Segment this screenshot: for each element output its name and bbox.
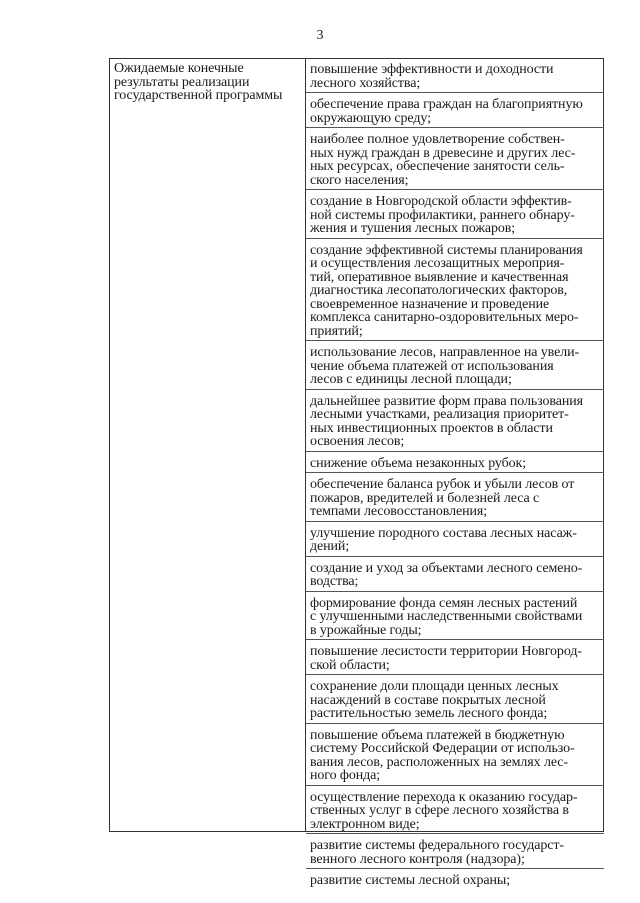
result-item xyxy=(306,239,604,342)
result-text: использование лесов, направленное на увели- чение объема платежей от использования лесов с единицы лесной площади; xyxy=(310,345,580,387)
result-text: наиболее полное удовлетворение собствен- ных нужд граждан в древесине и других лес- ных ресурсах, обеспечение занятости сель- ского населения; xyxy=(310,132,576,188)
result-text: создание эффективной системы планирования и осуществления лесозащитных мероприя- тий, оперативное выявление и качественная диагностика лесопатологических факторов, своевременное назначение и проведение комплекса санитарно-оздоровительных меро- приятий; xyxy=(310,242,583,339)
result-item xyxy=(306,190,604,239)
results-list xyxy=(306,58,604,890)
result-item xyxy=(306,58,604,93)
result-text: создание в Новгородской области эффектив- ной системы профилактики, раннего обнару- жения и тушения лесных пожаров; xyxy=(310,194,575,236)
result-item xyxy=(306,557,604,592)
result-text: снижение объема незаконных рубок; xyxy=(310,455,527,471)
result-item xyxy=(306,341,604,390)
result-text: повышение лесистости территории Новгород- ской области; xyxy=(310,644,582,673)
result-item xyxy=(306,834,604,869)
result-text: создание и уход за объектами лесного семено- водства; xyxy=(310,560,583,589)
result-item xyxy=(306,786,604,835)
result-text: развитие системы лесной охраны; xyxy=(310,873,510,888)
result-item xyxy=(306,592,604,641)
result-item xyxy=(306,93,604,128)
result-text: повышение объема платежей в бюджетную систему Российской Федерации от использо- вания лесов, расположенных на землях лес- ного фонда; xyxy=(310,727,575,783)
result-text: улучшение породного состава лесных насаж- дений; xyxy=(310,525,577,554)
result-text: развитие системы федерального государст- венного лесного контроля (надзора); xyxy=(310,838,564,867)
result-item xyxy=(306,724,604,786)
page-number: 3 xyxy=(316,28,324,43)
result-item xyxy=(306,452,604,474)
result-text: обеспечение баланса рубок и убыли лесов от пожаров, вредителей и болезней леса с темпами лесовосстановления; xyxy=(310,477,575,519)
result-text: формирование фонда семян лесных растений с улучшенными наследственными свойствами в урожайные годы; xyxy=(310,595,583,638)
result-item xyxy=(306,390,604,452)
result-item xyxy=(306,522,604,557)
result-text: дальнейшее развитие форм права пользования лесными участками, реализация приоритет- ных инвестиционных проектов в области освоения лесов; xyxy=(310,393,583,449)
result-item xyxy=(306,473,604,522)
result-text: повышение эффективности и доходности лесного хозяйства; xyxy=(310,62,554,91)
result-item xyxy=(306,128,604,190)
result-text: осуществление перехода к оказанию государ- ственных услуг в сфере лесного хозяйства в электронном виде; xyxy=(310,789,578,832)
result-text: сохранение доли площади ценных лесных насаждений в составе покрытых лесной растительностью земель лесного фонда; xyxy=(310,679,559,721)
result-item xyxy=(306,869,604,890)
row-heading: Ожидаемые конечные результаты реализации государственной программы xyxy=(114,61,283,103)
result-text: обеспечение права граждан на благоприятную окружающую среду; xyxy=(310,97,583,126)
result-item xyxy=(306,640,604,675)
result-item xyxy=(306,675,604,724)
